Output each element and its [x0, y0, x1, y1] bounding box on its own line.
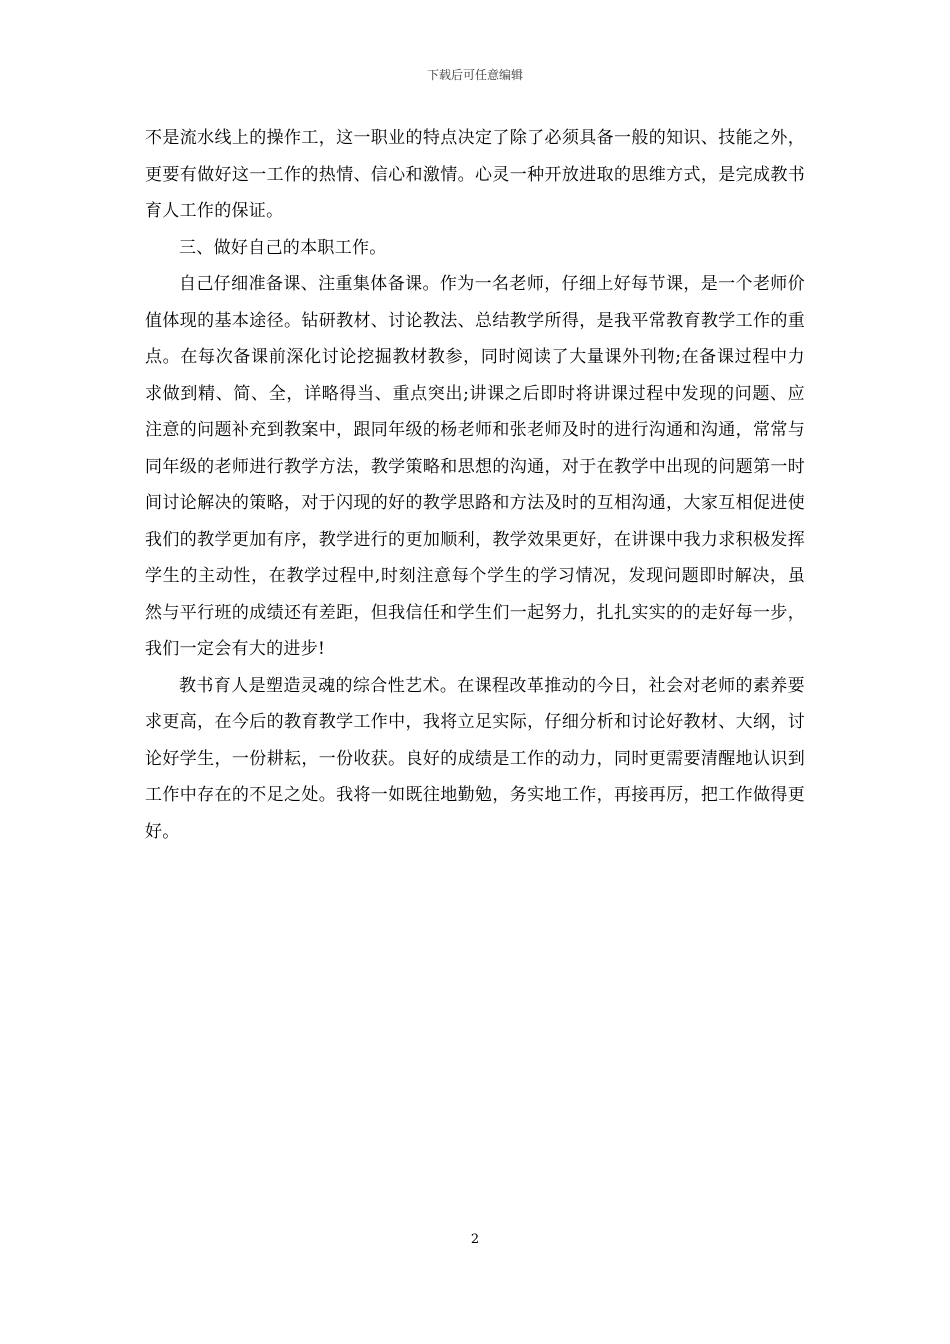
section-heading: 三、做好自己的本职工作。 — [179, 237, 387, 258]
paragraph-conclusion: 教书育人是塑造灵魂的综合性艺术。在课程改革推动的今日，社会对老师的素养要求更高，在今后的教育教学工作中，我将立足实际，仔细分析和讨论好教材、大纲，讨论好学生，一份耕耘，一份收获。良好的成绩是工作的动力，同时更需要清醒地认识到工作中存在的不足之处。我将一如既往地勤勉，务实地工作，再接再厉，把工作做得更好。 — [145, 675, 805, 842]
document-body — [145, 120, 805, 850]
paragraph-lesson-preparation: 自己仔细准备课、注重集体备课。作为一名老师，仔细上好每节课，是一个老师价值体现的基本途径。钻研教材、讨论教法、总结教学所得，是我平常教育教学工作的重点。在每次备课前深化讨论挖掘教材教参，同时阅读了大量课外刊物;在备课过程中力求做到精、简、全，详略得当、重点突出;讲课之后即时将讲课过程中发现的问题、应注意的问题补充到教案中，跟同年级的杨老师和张老师及时的进行沟通和沟通，常常与同年级的老师进行教学方法，教学策略和思想的沟通，对于在教学中出现的问题第一时间讨论解决的策略，对于闪现的好的教学思路和方法及时的互相沟通，大家互相促进使我们的教学更加有序，教学进行的更加顺利，教学效果更好，在讲课中我力求积极发挥学生的主动性，在教学过程中,时刻注意每个学生的学习情况，发现问题即时解决，虽然与平行班的成绩还有差距，但我信任和学生们一起努力，扎扎实实的的走好每一步，我们一定会有大的进步! — [145, 274, 805, 659]
paragraph-continuation: 不是流水线上的操作工，这一职业的特点决定了除了必须具备一般的知识、技能之外，更要有做好这一工作的热情、信心和激情。心灵一种开放进取的思维方式，是完成教书育人工作的保证。 — [145, 128, 805, 221]
page-header-note: 下载后可任意编辑 — [426, 68, 523, 82]
page-number: 2 — [470, 1232, 480, 1247]
